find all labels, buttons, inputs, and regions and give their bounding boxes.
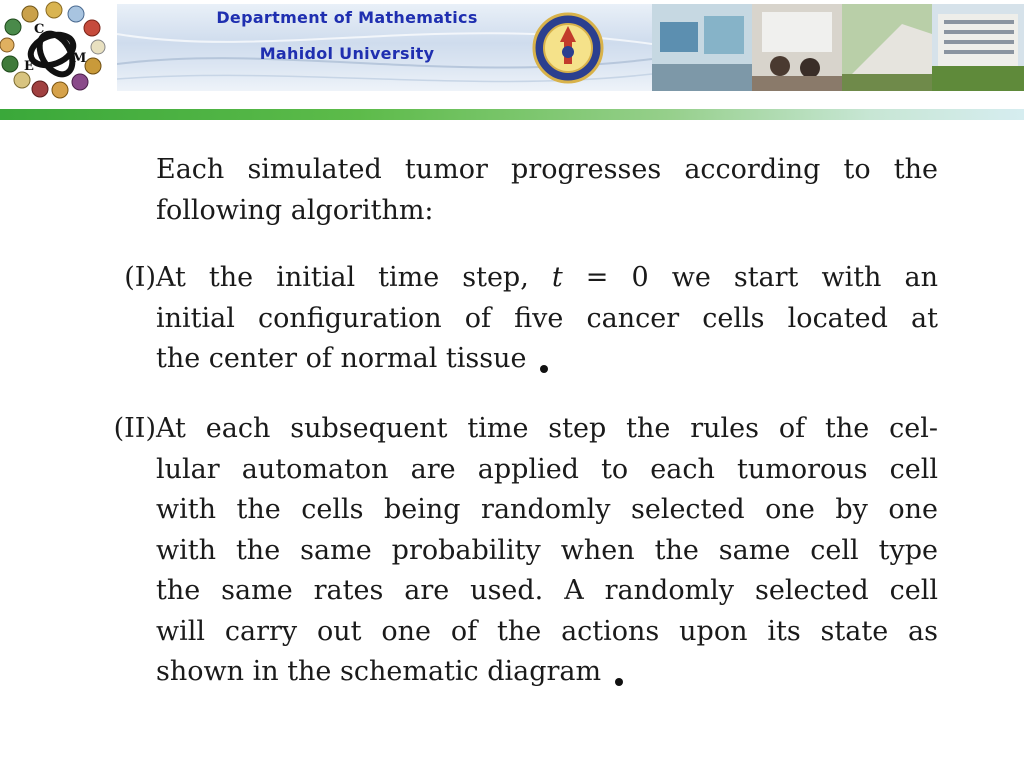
step-line: lular automaton are applied to each tumorous cell	[156, 453, 938, 485]
step-line: At each subsequent time step the rules of the cel-	[156, 413, 938, 444]
step-line: with the cells being randomly selected one by one	[156, 494, 938, 525]
step-line	[156, 258, 938, 299]
step-line	[156, 339, 938, 380]
step-body	[156, 258, 938, 380]
step-line: initial configuration of five cancer cells located at	[156, 302, 938, 334]
intro-line: Each simulated tumor progresses according to the	[156, 154, 938, 185]
time-variable: t	[551, 262, 563, 293]
step-1-text-pre: At the initial time step,	[156, 262, 529, 293]
intro-line: following algorithm:	[156, 194, 434, 226]
intro-paragraph	[156, 150, 938, 231]
logo-letter-e: E	[24, 59, 34, 74]
logo-letter-c: C	[34, 22, 45, 37]
step-1-text-post: = 0 we start with an	[585, 262, 938, 293]
step-line-text: the center of normal tissue	[156, 343, 527, 374]
step-marker: (II)	[113, 413, 156, 444]
step-line: will carry out one of the actions upon its state as	[156, 615, 938, 647]
period-mark	[615, 678, 623, 686]
university-name: Mahidol University	[259, 44, 435, 63]
step-line: the same rates are used. A randomly selected cell	[156, 575, 938, 606]
logo-letter-m: M	[72, 51, 87, 66]
step-body	[156, 409, 938, 693]
step-line-text: shown in the schematic diagram	[156, 656, 602, 687]
step-line: with the same probability when the same cell type	[156, 534, 938, 566]
step-line	[156, 652, 938, 693]
department-name: Department of Mathematics	[216, 8, 478, 27]
step-marker: (I)	[124, 262, 156, 293]
period-mark	[540, 365, 548, 373]
